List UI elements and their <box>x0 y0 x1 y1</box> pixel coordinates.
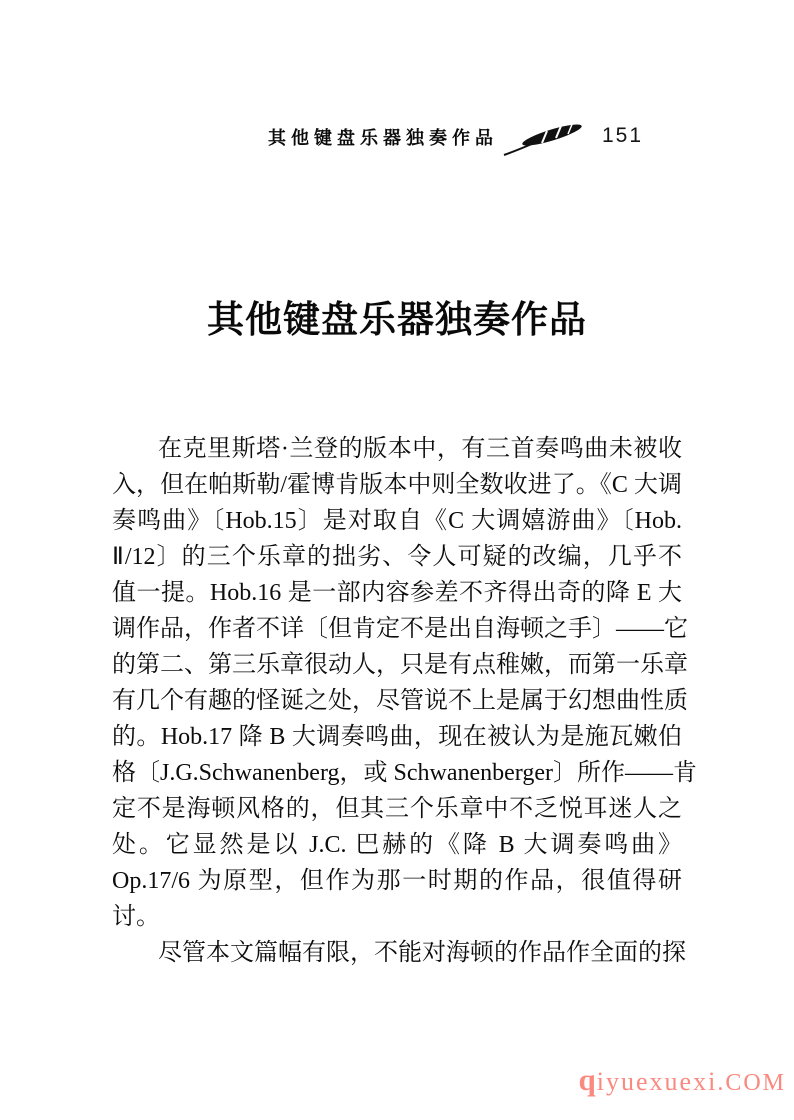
quill-pen-icon <box>500 116 592 158</box>
text-line: 有几个有趣的怪诞之处，尽管说不上是属于幻想曲性质 <box>112 688 688 714</box>
text-line: 的第二、第三乐章很动人，只是有点稚嫩，而第一乐章 <box>112 652 688 678</box>
text-line: 的。Hob.17 降 B 大调奏鸣曲，现在被认为是施瓦嫩伯 <box>112 724 682 750</box>
watermark-text: .COM <box>717 1070 786 1096</box>
text-line: 讨。 <box>112 904 160 930</box>
text-line: 在克里斯塔·兰登的版本中，有三首奏鸣曲未被收 <box>158 436 682 462</box>
watermark-text: iyuexuexi <box>596 1067 718 1096</box>
text-line: 格〔J.G.Schwanenberg，或 Schwanenberger〕所作——肯 <box>112 760 698 786</box>
text-line: 奏鸣曲》〔Hob.15〕是对取自《C 大调嬉游曲》〔Hob. <box>112 508 682 534</box>
page-number: 151 <box>602 124 644 147</box>
chapter-title: 其他键盘乐器独奏作品 <box>207 300 587 341</box>
text-line: 处。它显然是以 J.C. 巴赫的《降 B 大调奏鸣曲》 <box>112 832 682 858</box>
watermark-text: q <box>578 1062 597 1097</box>
page-header <box>0 114 794 158</box>
text-line: 调作品，作者不详〔但肯定不是出自海顿之手〕——它 <box>112 616 688 642</box>
site-watermark <box>579 1062 786 1098</box>
text-line: 尽管本文篇幅有限，不能对海顿的作品作全面的探 <box>158 940 686 966</box>
text-line: 定不是海顿风格的，但其三个乐章中不乏悦耳迷人之 <box>112 796 682 822</box>
running-header-title: 其他键盘乐器独奏作品 <box>268 128 498 148</box>
text-line: Ⅱ/12〕的三个乐章的拙劣、令人可疑的改编，几乎不 <box>112 544 682 570</box>
text-line: Op.17/6 为原型，但作为那一时期的作品，很值得研 <box>112 868 682 894</box>
body-text <box>112 431 698 971</box>
text-line: 入，但在帕斯勒/霍博肯版本中则全数收进了。《C 大调 <box>112 472 682 498</box>
text-line: 值一提。Hob.16 是一部内容参差不齐得出奇的降 E 大 <box>112 580 682 606</box>
